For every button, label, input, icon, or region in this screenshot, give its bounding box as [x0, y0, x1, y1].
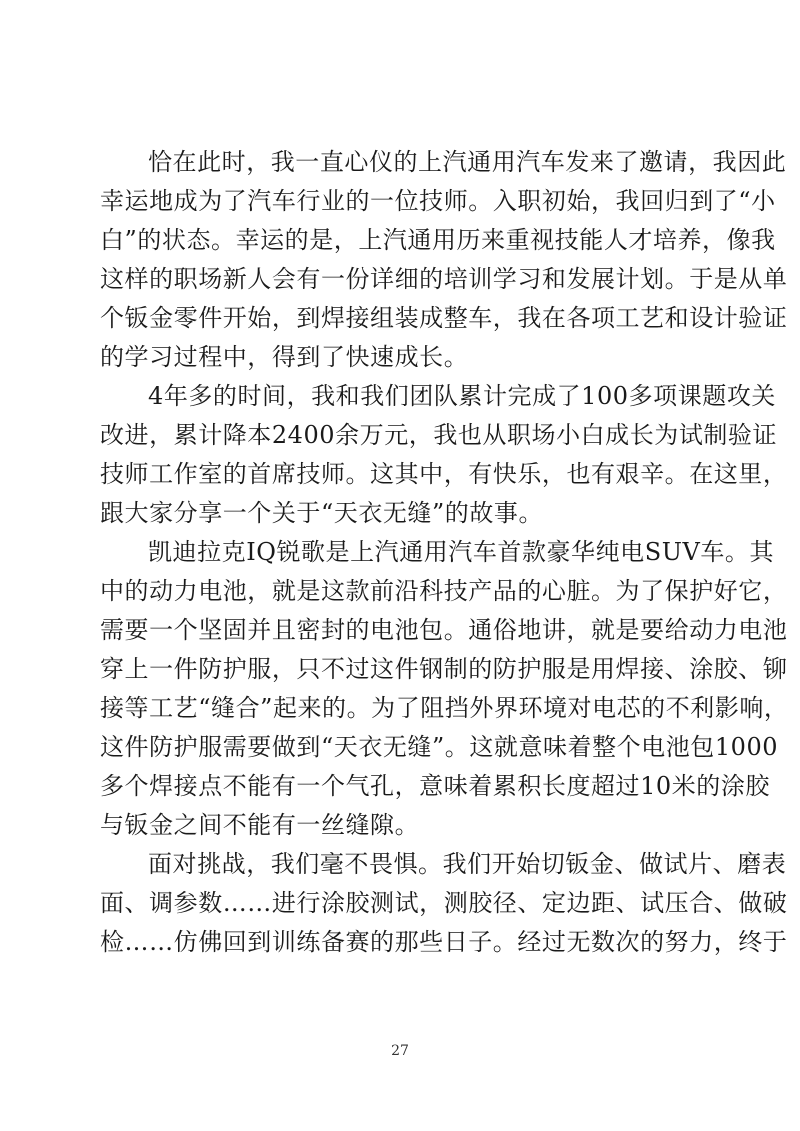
text-line: 技师工作室的首席技师。这其中，有快乐，也有艰辛。在这里，: [100, 460, 788, 488]
text-line: 幸运地成为了汽车行业的一位技师。入职初始，我回归到了“小: [100, 187, 776, 215]
text-line: 跟大家分享一个关于“天衣无缝”的故事。: [100, 499, 543, 527]
page-number: 27: [391, 1043, 409, 1059]
text-line: 改进，累计降本2400余万元，我也从职场小白成长为试制验证: [100, 421, 778, 449]
text-line: 检……仿佛回到训练备赛的那些日子。经过无数次的努力，终于: [100, 928, 788, 956]
paragraph-3: [100, 533, 789, 845]
text-line: 多个焊接点不能有一个气孔，意味着累积长度超过10米的涂胶: [100, 772, 770, 800]
text-line: 需要一个坚固并且密封的电池包。通俗地讲，就是要给动力电池: [100, 616, 788, 644]
text-line: 穿上一件防护服，只不过这件钢制的防护服是用焊接、涂胶、铆: [100, 655, 788, 683]
text-line: 与钣金之间不能有一丝缝隙。: [100, 811, 420, 839]
text-line: 面对挑战，我们毫不畏惧。我们开始切钣金、做试片、磨表: [148, 850, 787, 878]
text-line: 接等工艺“缝合”起来的。为了阻挡外界环境对电芯的不利影响，: [100, 694, 789, 722]
paragraph-1: [100, 143, 788, 377]
text-line: 白”的状态。幸运的是，上汽通用历来重视技能人才培养，像我: [100, 226, 776, 254]
paragraph-2: [100, 377, 788, 533]
body-text: [100, 143, 789, 962]
text-line: 4年多的时间，我和我们团队累计完成了100多项课题攻关: [148, 382, 776, 410]
text-line: 的学习过程中，得到了快速成长。: [100, 343, 469, 371]
text-line: 这样的职场新人会有一份详细的培训学习和发展计划。于是从单: [100, 265, 788, 293]
text-line: 凯迪拉克IQ锐歌是上汽通用汽车首款豪华纯电SUV车。其: [148, 538, 775, 566]
text-line: 面、调参数……进行涂胶测试，测胶径、定边距、试压合、做破: [100, 889, 788, 917]
text-line: 个钣金零件开始，到焊接组装成整车，我在各项工艺和设计验证: [100, 304, 788, 332]
text-line: 中的动力电池，就是这款前沿科技产品的心脏。为了保护好它，: [100, 577, 788, 605]
text-line: 恰在此时，我一直心仪的上汽通用汽车发来了邀请，我因此: [148, 148, 787, 176]
text-line: 这件防护服需要做到“天衣无缝”。这就意味着整个电池包1000: [100, 733, 779, 761]
paragraph-4: [100, 845, 788, 962]
